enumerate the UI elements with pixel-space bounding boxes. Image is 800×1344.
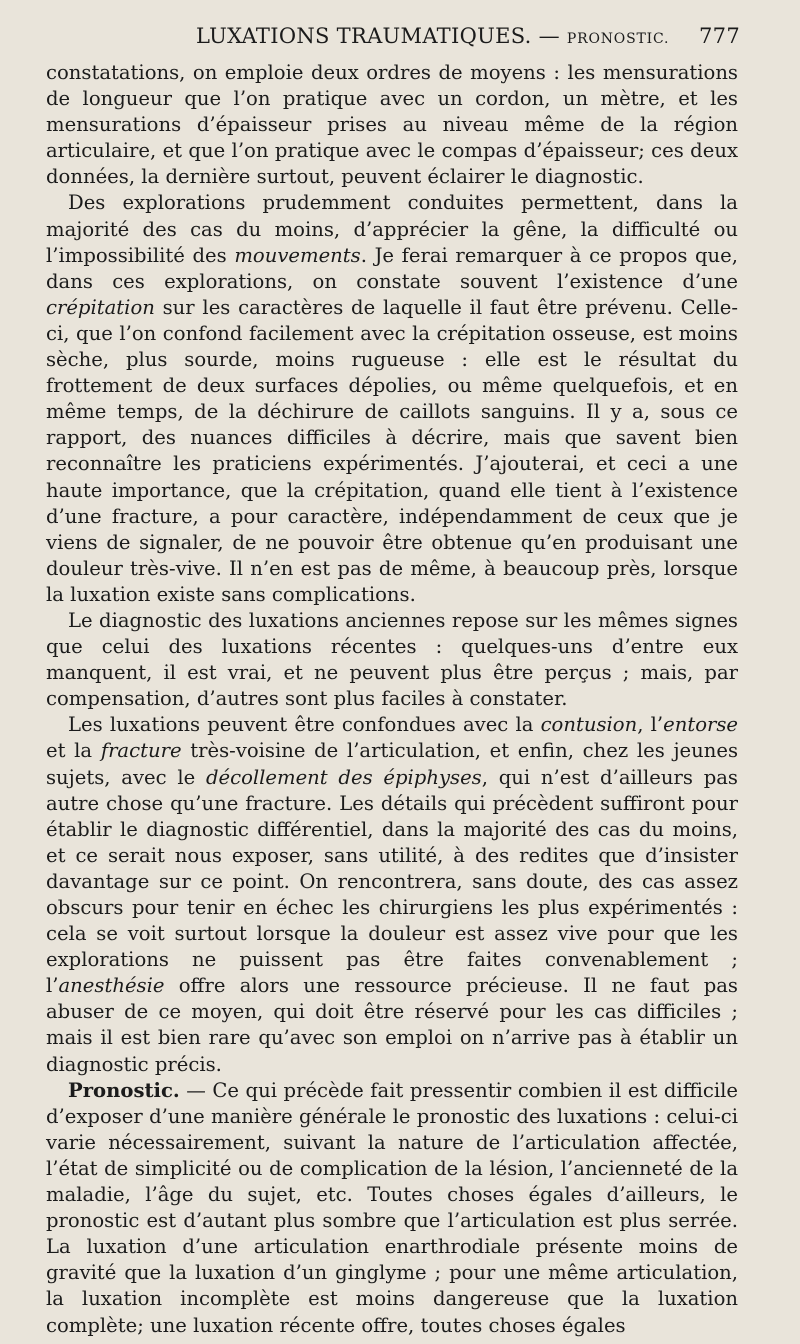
italic-term-contusion: contusion — [540, 713, 638, 737]
page-number: 777 — [699, 24, 740, 48]
running-header — [46, 22, 738, 52]
text-run: Des explorations prudemment conduites permettent, dans la majorité des cas du moins, d’apprécier la gêne, la difficulté ou l’impossibilité des — [46, 191, 738, 267]
running-title: LUXATIONS TRAUMATIQUES. — [196, 24, 532, 48]
text-run: sur les caractères de laquelle il faut être prévenu. Celle-ci, que l’on confond facilement avec la crépitation osseuse, est moins sèche, plus sourde, moins rugueuse : elle est le résultat du frottement de deux surfaces dépolies, ou même quelquefois, et en même temps, de la déchirure de caillots sanguins. Il y a, sous ce rapport, des nuances difficiles à décrire, mais que savent bien reconnaître les praticiens expérimentés. J’ajouterai, et ceci a une haute importance, que la crépitation, quand elle tient à l’existence d’une fracture, a pour caractère, indépendamment de ceux que je viens de signaler, de ne pouvoir être obtenue qu’en produisant une douleur très-vive. Il n’en est pas de même, à beaucoup près, lorsque la luxation existe sans complications. — [46, 295, 738, 606]
italic-term-decollement: décollement des épiphyses — [205, 765, 482, 789]
italic-term-anesthesie: anesthésie — [58, 974, 165, 998]
paragraph-4 — [46, 712, 738, 1077]
title-dash: — — [538, 24, 560, 48]
text-run: offre alors une ressource précieuse. Il ne faut pas abuser de ce moyen, qui doit être réservé pour les cas difficiles ; mais il est bien rare qu’avec son emploi on n’arrive pas à établir un diagnostic précis. — [46, 974, 738, 1076]
italic-term-mouvements: mouvements — [234, 243, 361, 267]
text-run: — Ce qui précède fait pressentir combien il est difficile d’exposer d’une manière générale le pronostic des luxations : celui-ci varie nécessairement, suivant la nature de l’articulation affectée, l’état de simplicité ou de complication de la lésion, l’ancienneté de la maladie, l’âge du sujet, etc. Toutes choses égales d’ailleurs, le pronostic est d’autant plus sombre que l’articulation est plus serrée. La luxation d’une articulation enarthrodiale présente moins de gravité que la luxation d’un ginglyme ; pour une même articulation, la luxation incomplète est moins dangereuse que la luxation complète; une luxation récente offre, toutes choses égales — [46, 1078, 738, 1337]
paragraph-2 — [46, 190, 738, 608]
italic-term-fracture: fracture — [100, 739, 182, 763]
italic-term-crepitation: crépitation — [46, 295, 155, 319]
page-body — [46, 60, 738, 1339]
running-title-line — [196, 24, 669, 48]
text-run: très-voisine de l’articulation, et enfin, chez les jeunes sujets, avec le — [46, 739, 739, 789]
italic-term-entorse: entorse — [663, 713, 739, 737]
text-run: , qui n’est d’ailleurs pas autre chose qu’une fracture. Les détails qui précèdent suffiront pour établir le diagnostic différentiel, dans la majorité des cas du moins, et ce serait nous exposer, sans utilité, à des redites que d’insister davantage sur ce point. On rencontrera, sans doute, des cas assez obscurs pour tenir en échec les chirurgiens les plus expérimentés : cela se voit surtout lorsque la douleur est assez vive pour que les explorations ne puissent pas être faites convenablement ; l’ — [46, 765, 738, 998]
paragraph-1: constatations, on emploie deux ordres de moyens : les mensurations de longueur que l’on pratique avec un cordon, un mètre, et les mensurations d’épaisseur prises au niveau même de la région articulaire, et que l’on pratique avec le compas d’épaisseur; ces deux données, la dernière surtout, peuvent éclairer le diagnostic. — [46, 61, 738, 189]
text-run: Les luxations peuvent être confondues avec la — [68, 713, 541, 737]
text-run: et la — [46, 739, 101, 763]
text-run: , l’ — [637, 713, 664, 737]
text-run: . Je ferai remarquer à ce propos que, dans ces explorations, on constate souvent l’existence d’une — [46, 243, 738, 293]
section-heading-pronostic: Pronostic. — [68, 1078, 180, 1102]
paragraph-5 — [46, 1078, 738, 1339]
paragraph-3: Le diagnostic des luxations anciennes repose sur les mêmes signes que celui des luxations récentes : quelques-uns d’entre eux manquent, il est vrai, et ne peuvent plus être perçus ; mais, par compensation, d’autres sont plus faciles à constater. — [46, 608, 738, 711]
section-name: PRONOSTIC. — [566, 31, 670, 47]
